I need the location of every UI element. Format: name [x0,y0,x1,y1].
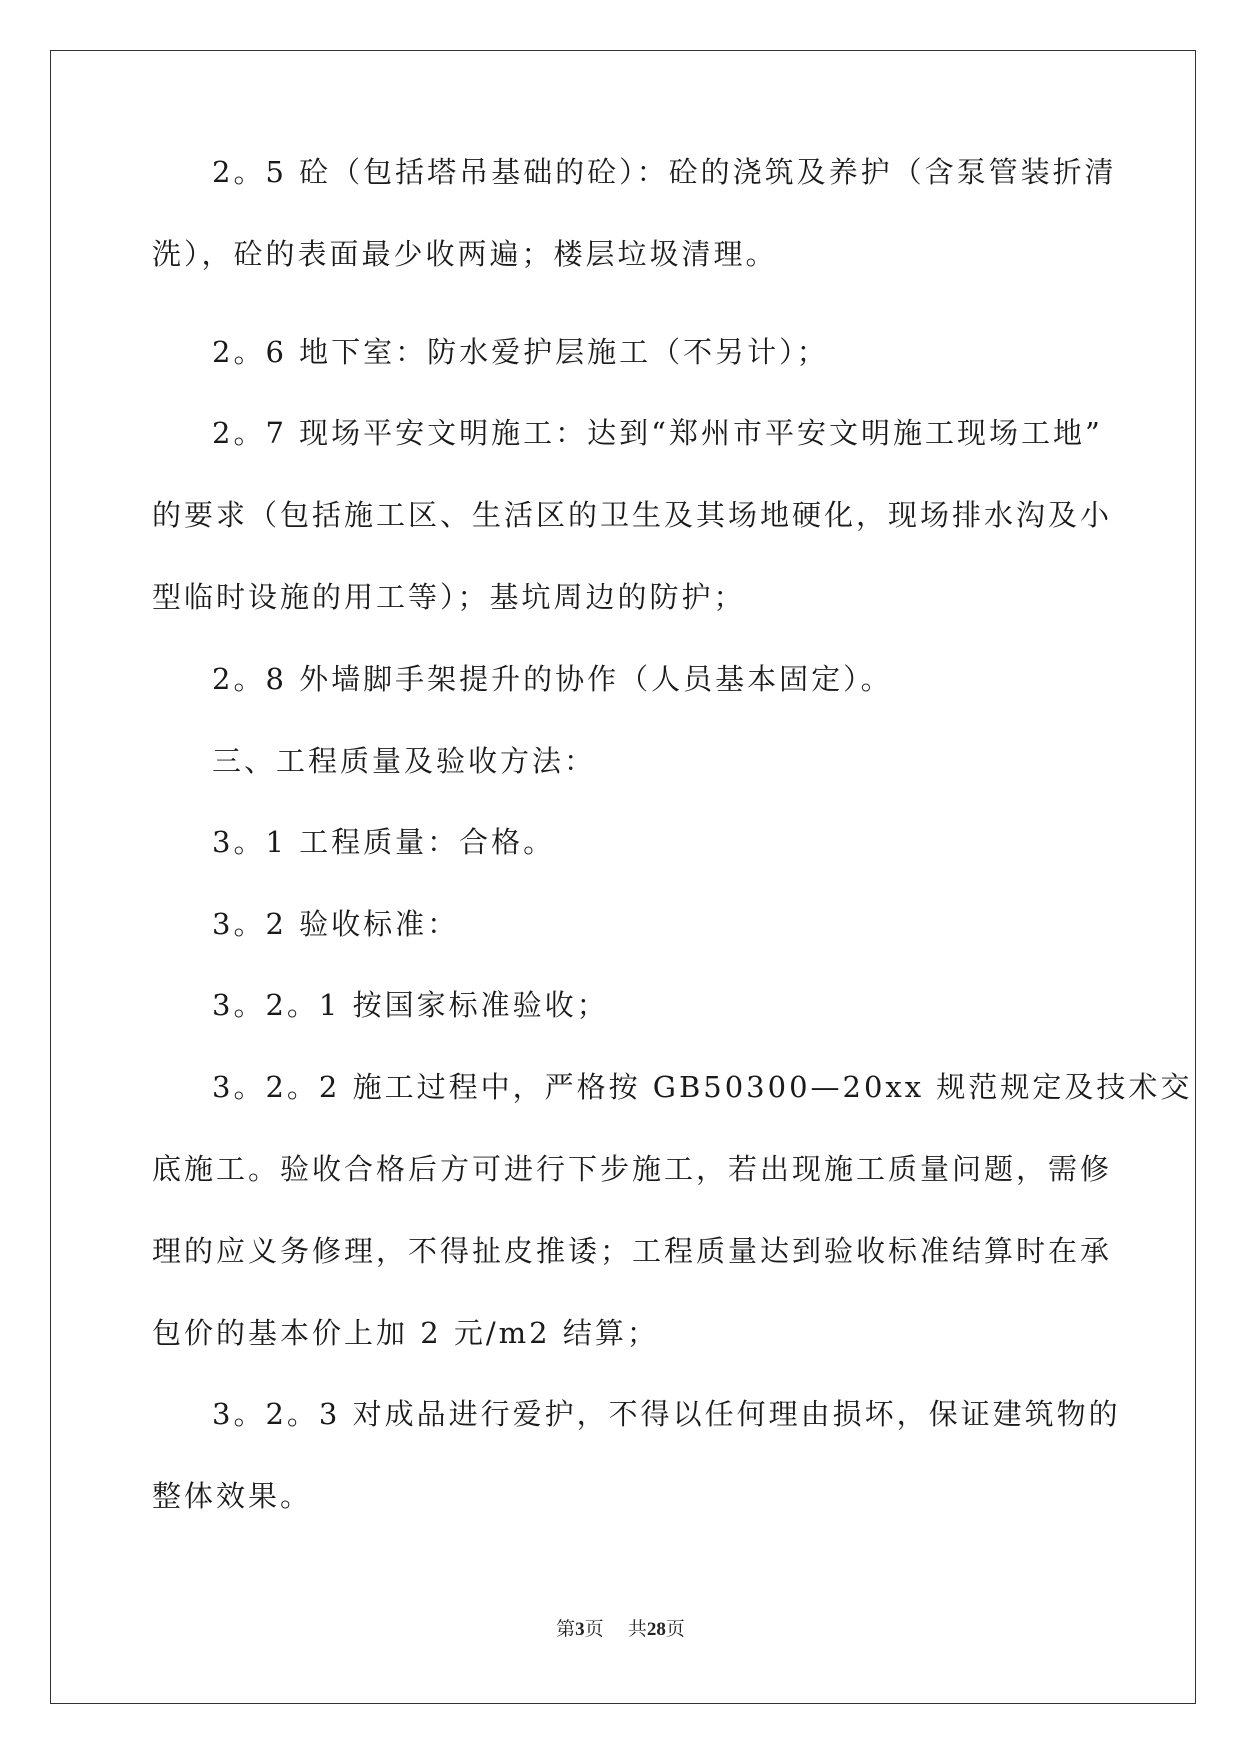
paragraph-2-8 [152,638,1092,720]
text-line: 3。1 工程质量：合格。 [212,825,556,859]
text-line: 型临时设施的用工等）；基坑周边的防护； [152,580,746,614]
text-line: 三、工程质量及验收方法： [212,744,597,778]
text-line: 2。5 砼（包括塔吊基础的砼）：砼的浇筑及养护（含泵管装折清 [212,155,1117,189]
footer-current-page: 3 [575,1619,585,1640]
text-line: 2。8 外墙脚手架提升的协作（人员基本固定）。 [212,662,893,696]
paragraph-2-6 [152,311,1092,393]
footer-total-suffix: 页 [665,1618,685,1640]
footer-total-prefix: 共 [627,1618,647,1640]
text-line: 3。2。2 施工过程中，严格按 GB50300—20xx 规范规定及技术交 [212,1070,1193,1104]
text-line: 3。2 验收标准： [212,907,460,941]
text-line: 理的应义务修理，不得扯皮推诿；工程质量达到验收标准结算时在承 [152,1234,1113,1268]
text-line: 的要求（包括施工区、生活区的卫生及其场地硬化，现场排水沟及小 [152,498,1113,532]
text-line: 整体效果。 [152,1479,313,1513]
paragraph-2-7 [152,392,1113,638]
footer-page-word: 页 [584,1618,604,1640]
paragraph-2-5 [152,131,1117,295]
text-line: 包价的基本价上加 2 元/m2 结算； [152,1316,659,1350]
page-footer [0,1614,1241,1641]
text-line: 洗），砼的表面最少收两遍；楼层垃圾清理。 [152,237,778,271]
text-line: 3。2。1 按国家标准验收； [212,988,609,1022]
text-line: 底施工。验收合格后方可进行下步施工，若出现施工质量问题，需修 [152,1152,1113,1186]
text-line: 2。7 现场平安文明施工：达到“郑州市平安文明施工现场工地” [212,416,1103,450]
section-heading-3 [152,720,1092,802]
paragraph-3-2-2 [152,1046,1193,1374]
footer-total-pages: 28 [646,1619,666,1640]
text-line: 2。6 地下室：防水爱护层施工（不另计）； [212,335,829,369]
footer-prefix: 第 [556,1618,576,1640]
text-line: 3。2。3 对成品进行爱护，不得以任何理由损坏，保证建筑物的 [212,1397,1121,1431]
paragraph-3-2 [152,883,1092,965]
paragraph-3-2-3 [152,1373,1121,1537]
paragraph-3-1 [152,801,1092,883]
paragraph-3-2-1 [152,964,1092,1046]
